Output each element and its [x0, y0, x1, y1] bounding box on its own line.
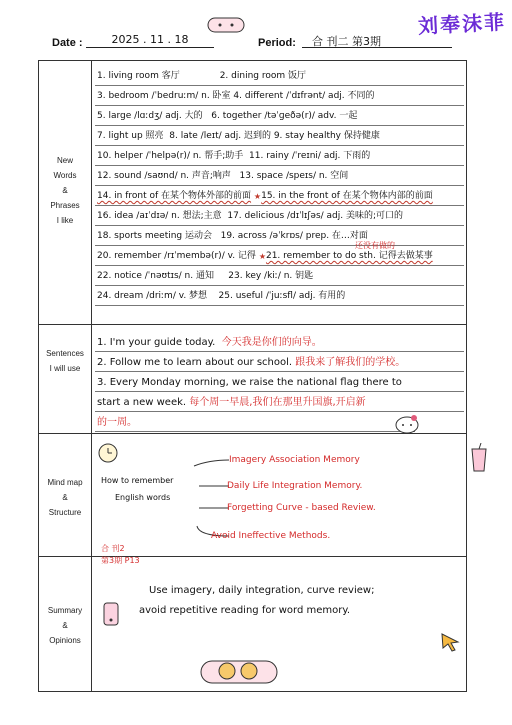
column-divider [91, 61, 92, 691]
vocab-line [95, 247, 464, 266]
summary-section-label [39, 603, 91, 648]
vocab-entry: 19. across /əˈkrɒs/ prep. 在…对面 [220, 231, 368, 241]
cat-sticker-icon [394, 413, 420, 435]
vocab-entry: 18. sports meeting 运动会 [97, 231, 213, 241]
sentence-line [95, 333, 464, 352]
star-icon: ★ [258, 252, 266, 261]
vocab-entry: 3. bedroom /ˈbedruːm/ n. 卧室 [97, 91, 231, 101]
vocab-entry: 17. delicious /dɪˈlɪʃəs/ adj. 美味的;可口的 [227, 211, 404, 221]
mindmap-branch: Daily Life Integration Memory. [227, 481, 363, 491]
label-line: Phrases [50, 201, 80, 210]
vocab-entry: 15. in the front of 在某个物体内部的前面 [261, 191, 433, 201]
mindmap-branch: Forgetting Curve - based Review. [227, 503, 376, 513]
vocab-entry: 5. large /lɑːdʒ/ adj. 大的 [97, 111, 203, 121]
cat-face-icon [206, 14, 246, 34]
sentence-line [95, 373, 464, 392]
vocab-entry: 14. in front of 在某个物体外部的前面 [97, 191, 252, 201]
source-note: 第3期 P13 [101, 556, 140, 565]
sentence-line [95, 413, 415, 432]
sentence-cn: 跟我来了解我们的学校。 [295, 357, 406, 368]
bottom-cats-sticker [199, 653, 279, 685]
sentence-line [95, 393, 464, 412]
clock-sticker [97, 441, 119, 463]
vocab-line [95, 87, 464, 106]
mindmap-center-line: How to remember [101, 476, 174, 485]
vocab-entry: 22. notice /ˈnəʊtɪs/ n. 通知 [97, 271, 214, 281]
vocab-entry: 6. together /təˈɡeðə(r)/ adv. 一起 [211, 111, 358, 121]
label-line: I will use [49, 364, 81, 373]
vocab-entry: 11. rainy /ˈreɪni/ adj. 下雨的 [249, 151, 371, 161]
label-line: Mind map [47, 478, 83, 487]
vocab-entry: 13. space /speɪs/ n. 空间 [239, 171, 349, 181]
label-line: Opinions [49, 636, 81, 645]
label-line: Structure [48, 508, 82, 517]
label-line: New [56, 156, 73, 165]
source-note: 合 刊2 [101, 544, 125, 553]
cats-icon [199, 653, 279, 685]
vocab-line [95, 287, 464, 306]
vocab-line [95, 107, 464, 126]
row-divider [39, 324, 466, 325]
vocab-entry: 20. remember /rɪˈmembə(r)/ v. 记得 [97, 251, 256, 261]
period-field [302, 33, 452, 48]
vocab-line [95, 267, 464, 286]
phone-sticker [101, 601, 121, 627]
vocab-line [95, 227, 464, 246]
sentence-line [95, 353, 464, 372]
summary-line: Use imagery, daily integration, curve review; [149, 585, 375, 596]
date-label: Date : [52, 37, 83, 49]
vocab-entry: 10. helper /ˈhelpə(r)/ n. 帮手;助手 [97, 151, 244, 161]
label-line: Summary [47, 606, 83, 615]
vocab-entry: 12. sound /saʊnd/ n. 声音;响声 [97, 171, 231, 181]
vocab-line [95, 187, 464, 206]
vocab-line [95, 127, 464, 146]
cursor-arrow-icon [439, 631, 461, 653]
sentence-cn: 每个周一早晨,我们在那里升国旗,开启新 [189, 397, 366, 408]
mindmap-section-label [39, 475, 91, 520]
vocab-section-label [39, 153, 91, 228]
vocab-entry: 4. different /ˈdɪfrənt/ adj. 不同的 [233, 91, 375, 101]
vocab-line [95, 147, 464, 166]
cup-icon [468, 443, 490, 473]
sentence-en: 2. Follow me to learn about our school. [97, 357, 293, 368]
star-icon: ★ [253, 192, 262, 201]
vocab-entry: 8. late /leɪt/ adj. 迟到的 9. stay healthy 保持健康 [169, 131, 380, 141]
sentence-en: 1. I'm your guide today. [97, 337, 216, 348]
sentence-en: 3. Every Monday morning, we raise the national flag there to [97, 377, 402, 388]
vocab-entry: 21. remember to do sth. 记得去做某事 [265, 251, 433, 261]
sentence-en: start a new week. [97, 397, 187, 408]
label-line: & [62, 621, 68, 630]
label-line: & [62, 493, 68, 502]
arrow-sticker [439, 631, 461, 653]
date-value: 2025 . 11 . 18 [111, 33, 189, 46]
label-line: Words [53, 171, 77, 180]
summary-line: avoid repetitive reading for word memory. [139, 605, 351, 616]
label-line: I like [56, 216, 74, 225]
label-line: & [62, 186, 68, 195]
sentences-section-label [39, 346, 91, 376]
name-tag: 刘奉沫菲 [417, 11, 507, 39]
sentence-cn: 的一周。 [97, 417, 137, 428]
label-line: Sentences [46, 349, 84, 358]
mindmap-branch: Imagery Association Memory [229, 455, 360, 465]
vocab-line [95, 207, 464, 226]
sentence-cn: 今天我是你们的向导。 [221, 337, 322, 348]
worksheet [38, 60, 467, 692]
top-decoration [206, 14, 246, 34]
vocab-entry: 23. key /kiː/ n. 钥匙 [228, 271, 314, 281]
date-field [86, 33, 214, 48]
vocab-entry: 7. light up 照亮 [97, 131, 164, 141]
vocab-entry: 25. useful /ˈjuːsfl/ adj. 有用的 [218, 291, 346, 301]
mindmap-center-line: English words [115, 493, 171, 502]
drink-sticker [468, 443, 490, 473]
vocab-entry: 2. dining room 饭厅 [219, 71, 306, 81]
vocab-entry: 16. idea /aɪˈdɪə/ n. 想法;主意 [97, 211, 222, 221]
mindmap-branch: Avoid Ineffective Methods. [211, 531, 331, 541]
period-value: 合 刊二 第3期 [312, 35, 381, 48]
vocab-line [95, 67, 464, 86]
vocab-margin-note: 还没有做的 [355, 241, 395, 250]
clock-icon [97, 441, 119, 463]
period-label: Period: [258, 37, 296, 49]
vocab-entry: 24. dream /driːm/ v. 梦想 [97, 291, 208, 301]
vocab-entry: 1. living room 客厅 [97, 71, 180, 81]
vocab-line [95, 167, 464, 186]
phone-icon [101, 601, 121, 627]
hello-kitty-sticker [394, 413, 420, 435]
